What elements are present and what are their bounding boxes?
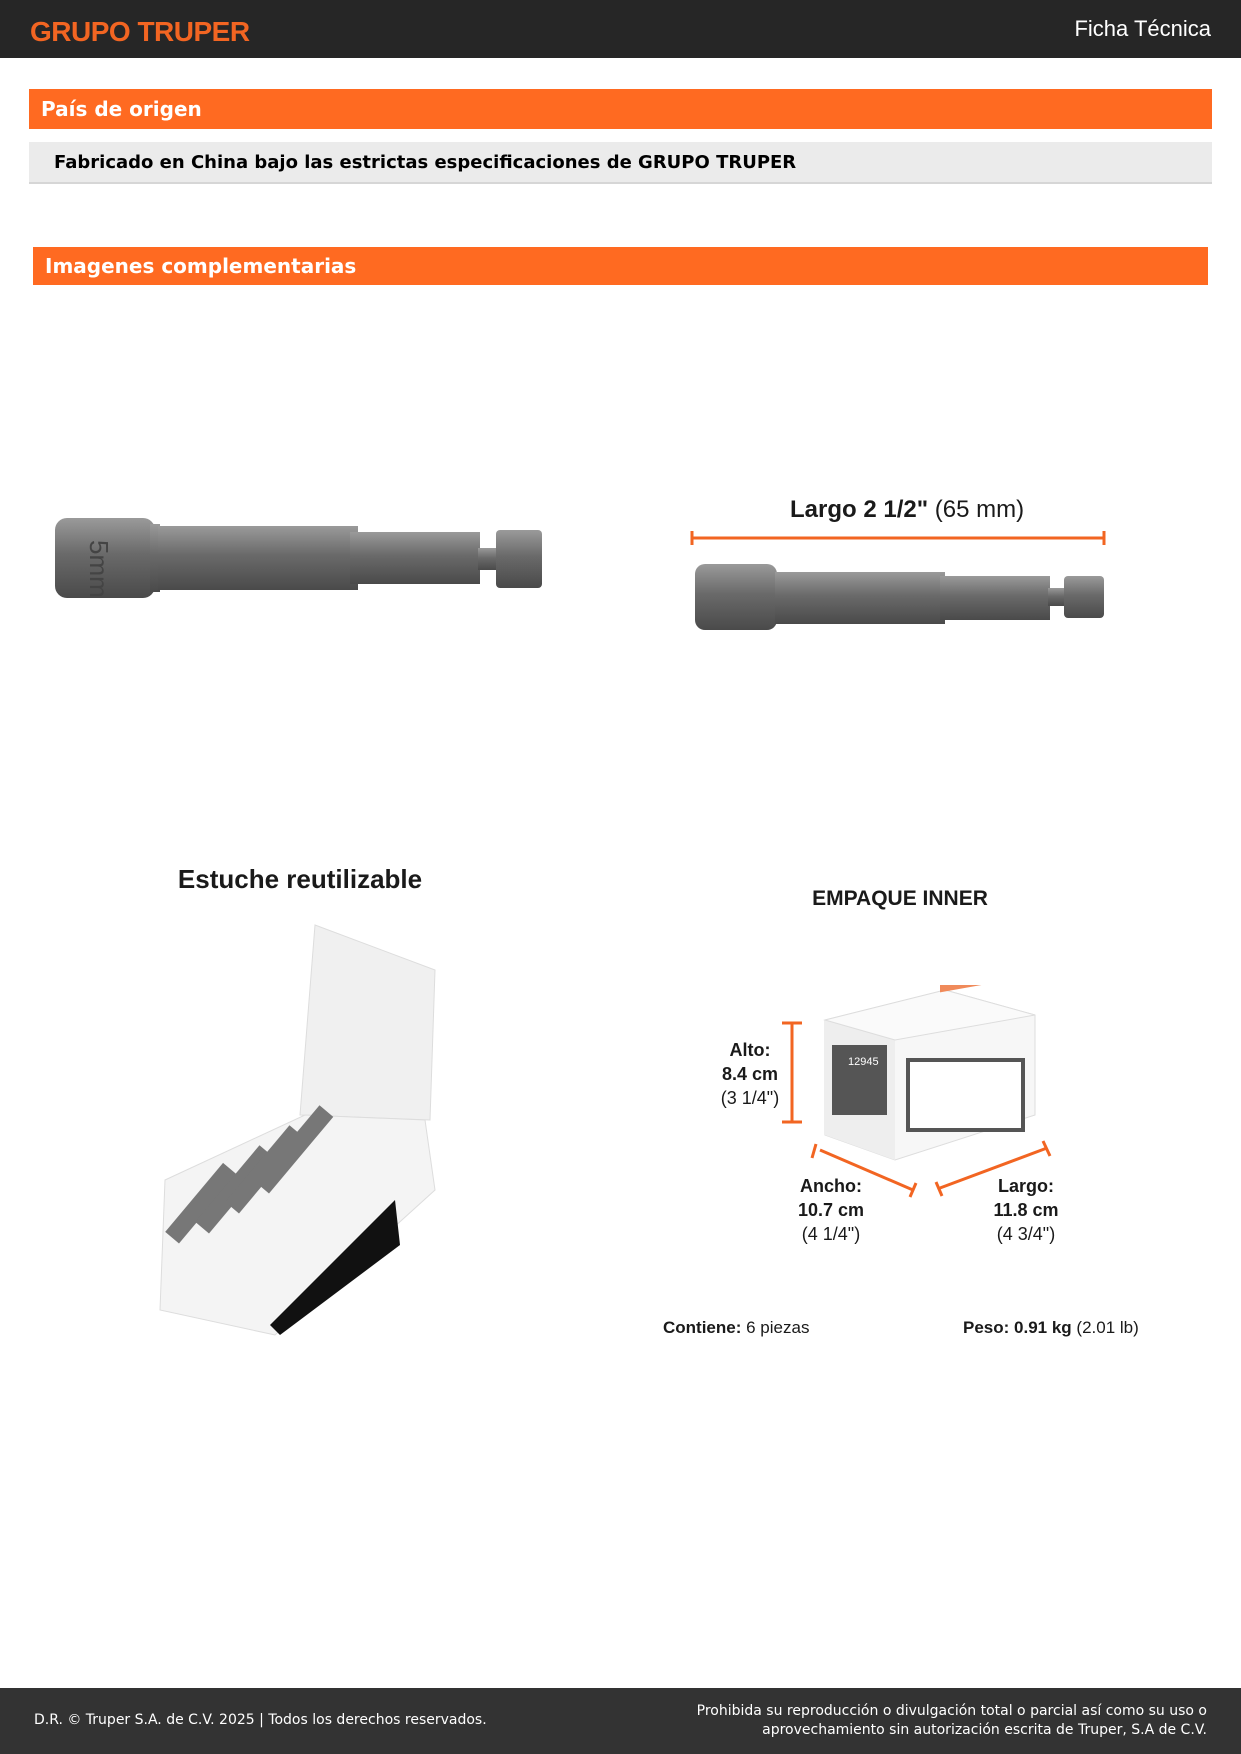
weight-info: Peso: 0.91 kg (2.01 lb): [963, 1318, 1139, 1337]
socket-marking: 5mm: [84, 540, 114, 598]
socket-bit-image: [50, 510, 550, 610]
socket-bit-dimension-image: [690, 530, 1110, 630]
inner-package-title: EMPAQUE INNER: [812, 887, 988, 910]
largo-dimension: Largo: 11.8 cm (4 3/4"): [993, 1176, 1059, 1244]
section-heading-images: Imagenes complementarias: [33, 247, 1208, 285]
length-label: Largo 2 1/2" (65 mm): [790, 496, 1025, 523]
document-title: Ficha Técnica: [1074, 16, 1211, 41]
origin-text: Fabricado en China bajo las estrictas especificaciones de GRUPO TRUPER: [29, 142, 1212, 184]
ancho-dimension: Ancho: 10.7 cm (4 1/4"): [797, 1176, 865, 1244]
brand-logo: GRUPO TRUPER: [30, 16, 250, 47]
header-bar: [0, 0, 1241, 58]
alto-dimension: Alto: 8.4 cm (3 1/4"): [720, 1040, 780, 1108]
contains-info: Contiene: 6 piezas: [663, 1318, 810, 1337]
legal-notice: Prohibida su reproducción o divulgación total o parcial así como su uso o aprovechamiento sin autorización escrita de Truper, S.A de C.V.: [696, 1703, 1207, 1738]
reusable-case-image: [155, 920, 455, 1340]
copyright: D.R. © Truper S.A. de C.V. 2025 | Todos los derechos reservados.: [34, 1712, 487, 1728]
case-title: Estuche reutilizable: [177, 864, 423, 894]
footer: [0, 1688, 1241, 1754]
box-code: 12945: [848, 1056, 879, 1068]
section-heading-origin: País de origen: [29, 89, 1212, 129]
